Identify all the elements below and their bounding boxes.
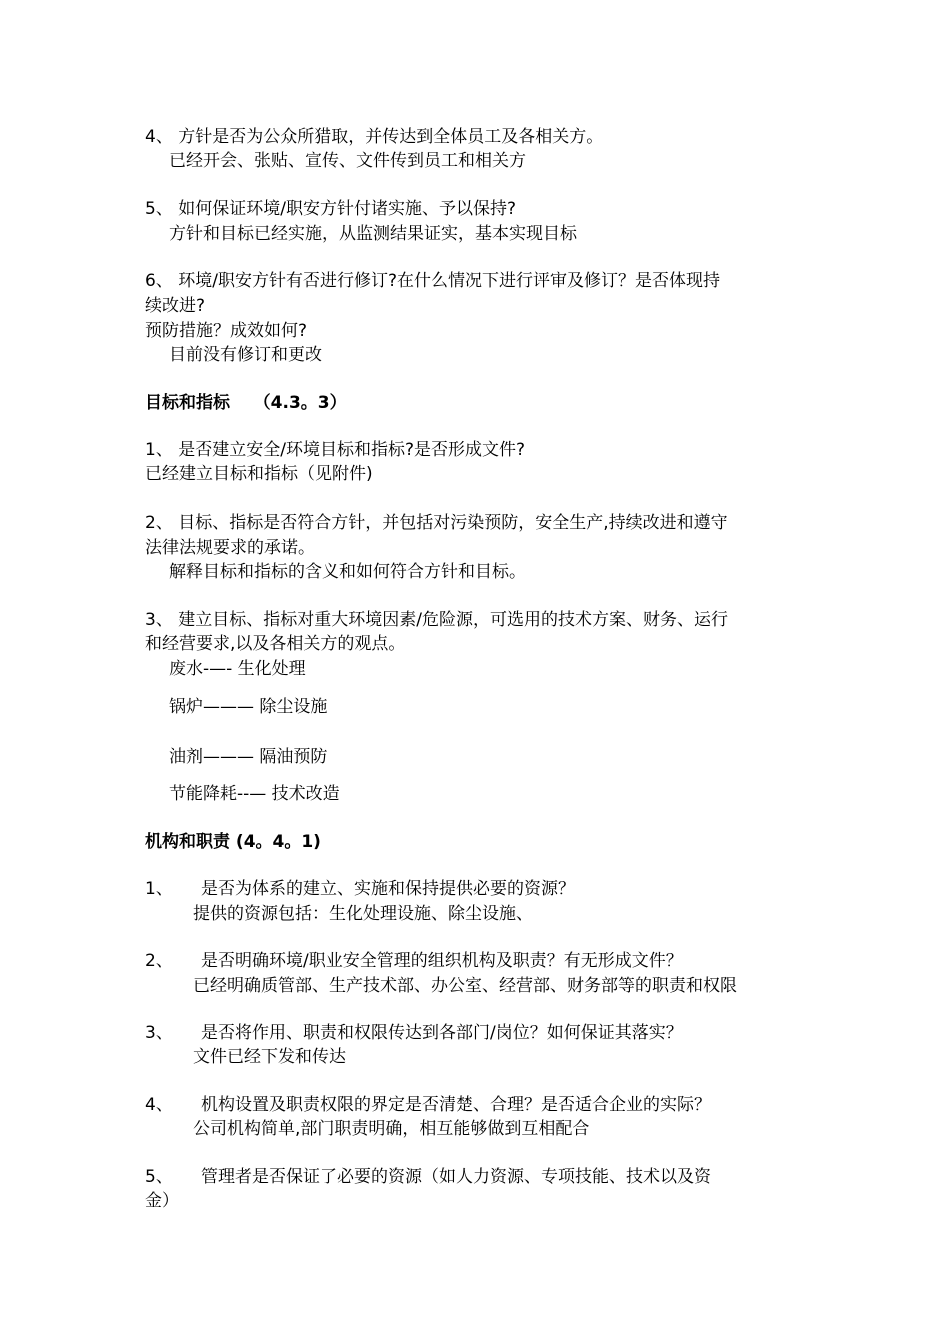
structure-answer: 金） [145, 1191, 179, 1211]
objectives-question-2-line-2: 法律法规要求的承诺。 [145, 538, 315, 558]
question-4: 4、 方针是否为公众所猎取，并传达到全体员工及各相关方。 [145, 127, 604, 147]
objectives-question-1: 1、 是否建立安全/环境目标和指标?是否形成文件? [145, 440, 525, 460]
answer-5: 方针和目标已经实施，从监测结果证实，基本实现目标 [169, 224, 577, 244]
answer-4: 已经开会、张贴、宣传、文件传到员工和相关方 [169, 151, 526, 171]
measure-item: 锅炉——— 除尘设施 [169, 697, 328, 717]
objectives-question-3-line-2: 和经营要求,以及各相关方的观点。 [145, 634, 406, 654]
structure-question: 是否明确环境/职业安全管理的组织机构及职责？有无形成文件？ [201, 951, 683, 971]
answer-6: 目前没有修订和更改 [169, 345, 322, 365]
question-6-line-1: 6、 环境/职安方针有否进行修订?在什么情况下进行评审及修订？是否体现持 [145, 271, 720, 291]
structure-question: 管理者是否保证了必要的资源（如人力资源、专项技能、技术以及资 [201, 1167, 711, 1187]
structure-question-number: 1、 [145, 879, 173, 899]
objectives-question-3-line-1: 3、 建立目标、指标对重大环境因素/危险源，可选用的技术方案、财务、运行 [145, 610, 728, 630]
structure-question-number: 5、 [145, 1167, 173, 1187]
structure-answer: 已经明确质管部、生产技术部、办公室、经营部、财务部等的职责和权限 [193, 976, 737, 996]
structure-heading: 机构和职责 (4。4。1) [145, 832, 321, 852]
structure-question: 是否为体系的建立、实施和保持提供必要的资源？ [201, 879, 575, 899]
measure-item: 节能降耗--— 技术改造 [169, 784, 340, 804]
structure-answer: 公司机构简单,部门职责明确，相互能够做到互相配合 [193, 1119, 590, 1139]
structure-question-number: 2、 [145, 951, 173, 971]
structure-question-number: 4、 [145, 1095, 173, 1115]
measure-item: 油剂——— 隔油预防 [169, 747, 328, 767]
structure-answer: 文件已经下发和传达 [193, 1047, 346, 1067]
measure-item: 废水-—- 生化处理 [169, 659, 306, 679]
structure-question-number: 3、 [145, 1023, 173, 1043]
question-6-line-2: 续改进? [145, 296, 206, 316]
objectives-answer-1: 已经建立目标和指标（见附件) [145, 464, 373, 484]
structure-answer: 提供的资源包括：生化处理设施、除尘设施、 [193, 904, 533, 924]
structure-question: 机构设置及职责权限的界定是否清楚、合理？是否适合企业的实际？ [201, 1095, 711, 1115]
question-6-line-3: 预防措施？成效如何? [145, 321, 308, 341]
structure-question: 是否将作用、职责和权限传达到各部门/岗位？如何保证其落实？ [201, 1023, 683, 1043]
objectives-answer-2: 解释目标和指标的含义和如何符合方针和目标。 [169, 562, 526, 582]
objectives-heading: 目标和指标 （4.3。3） [145, 393, 347, 413]
question-5: 5、 如何保证环境/职安方针付诸实施、予以保持? [145, 199, 516, 219]
objectives-question-2-line-1: 2、 目标、指标是否符合方针，并包括对污染预防，安全生产,持续改进和遵守 [145, 513, 728, 533]
